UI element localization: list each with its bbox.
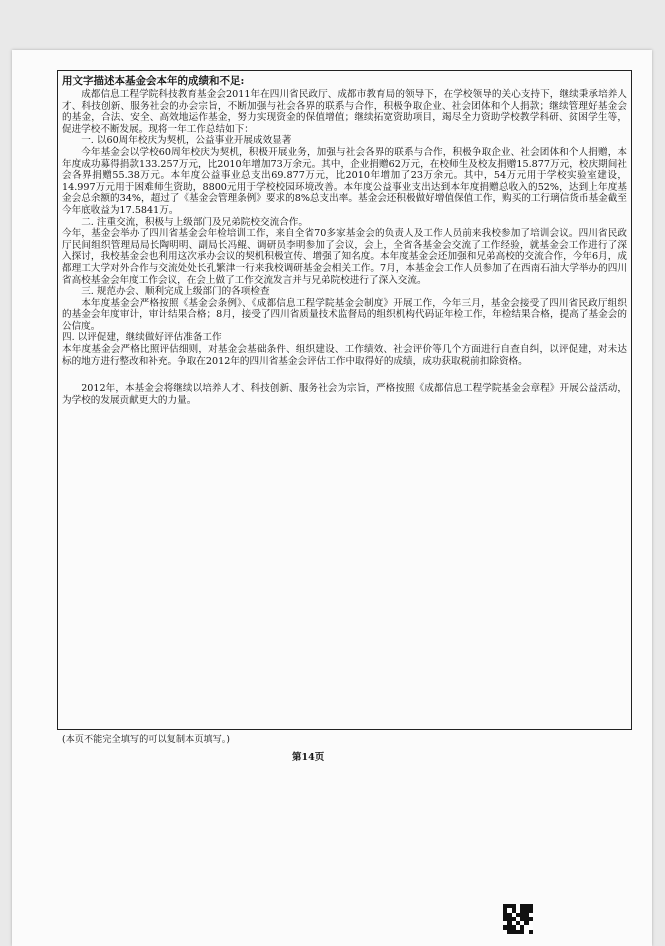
item-4-body: 本年度基金会严格比照评估细则，对基金会基础条件、组织建设、工作绩效、社会评价等几个方面进行自查自纠，以评促建，对未达标的地方进行整改和补充。争取在2012年的四川省基金会评估工作中取得好的成绩，成功获取税前扣除资格。 [62,344,627,367]
item-4-heading: 四. 以评促建，继续做好评估准备工作 [62,332,222,344]
closing-paragraph: 2012年，本基金会将继续以培养人才、科技创新、服务社会为宗旨，严格按照《成都信息工程学院基金会章程》开展公益活动，为学校的发展贡献更大的力量。 [62,383,627,406]
page-number: 第14页 [292,752,325,763]
qr-code-icon [503,904,533,934]
item-1-heading: 一. 以60周年校庆为契机，公益事业开展成效显著 [81,135,292,147]
item-2-body: 今年，基金会举办了四川省基金会年检培训工作，来自全省70多家基金会的负责人及工作人员前来我校参加了培训会议。四川省民政厅民间组织管理局局长陶明明、副局长冯鲲、调研员李明参加了会议，会上，全省各基金会交流了工作经验，就基金会工作进行了深入探讨，我校基金会也利用这次承办会议的契机积极宣传、增强了知名度。本年度基金会还加强和兄弟高校的交流合作，今年6月，成都理工大学对外合作与交流处处长孔繁津一行来我校调研基金会相关工作。7月，本基金会工作人员参加了在西南石油大学举办的四川省高校基金会年度工作会议，在会上做了工作交流发言并与兄弟院校进行了深入交流。 [62,228,627,286]
item-3-heading: 三. 规范办会、顺利完成上级部门的各项检查 [81,286,270,298]
item-3-body: 本年度基金会严格按照《基金会条例》、《成都信息工程学院基金会制度》开展工作，今年三月，基金会接受了四川省民政厅组织的基金会年度审计，审计结果合格；8月，接受了四川省质量技术监督局的组织机构代码证年检工作，年检结果合格，提高了基金会的公信度。 [62,297,627,332]
item-2-heading: 二. 注重交流，积极与上级部门及兄弟院校交流合作。 [81,216,308,228]
report-box [57,70,632,730]
footnote: (本页不能完全填写的可以复制本页填写。) [62,734,230,745]
section-heading: 用文字描述本基金会本年的成绩和不足: [62,75,245,87]
report-body [62,89,627,406]
intro-paragraph: 成都信息工程学院科技教育基金会2011年在四川省民政厅、成都市教育局的领导下，在学校领导的关心支持下，继续秉承培养人才、科技创新、服务社会的办会宗旨，不断加强与社会各界的联系与合作，积极争取企业、社会团体和个人捐款；继续管理好基金会的基金，合法、安全、高效地运作基金，努力实现资金的保值增值；继续拓宽资助项目，竭尽全力资助学校教学科研、贫困学生等，促进学校不断发展。现将一年工作总结如下： [62,89,627,135]
item-1-body: 今年基金会以学校60周年校庆为契机，积极开展业务，加强与社会各界的联系与合作，积极争取企业、社会团体和个人捐赠，本年度成功募得捐款133.257万元，比2010年增加73万余元。其中，企业捐赠62万元，在校师生及校友捐赠15.877万元，校庆期间社会各界捐赠55.38万元。本年度公益事业总支出69.877万元，比2010年增加了23万余元。其中，54万元用于学校实验室建设，14.997万元用于困难师生资助，8800元用于学校校园环境改善。本年度公益事业支出达到本年度捐赠总收入的52%，达到上年度基金会总余额的34%，超过了《基金会管理条例》要求的8%总支出率。基金会还积极做好增值保值工作，购买的工行璃信货币基金截至今年底收益为17.5841万。 [62,146,627,216]
